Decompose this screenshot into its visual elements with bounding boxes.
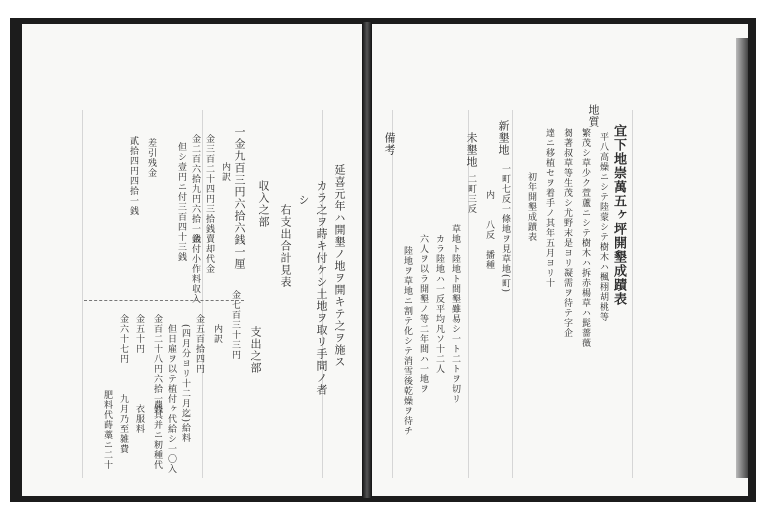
heading-soil: 地質 (587, 104, 600, 128)
expense-note-2: 但日雇ヲ以テ植付ヶ代給シ一〇入 (166, 324, 176, 474)
unreclaimed-line-2: カラ陸地ハ一反平均凡ソ十二人 (434, 234, 444, 374)
income-heading: 収入之部 (257, 180, 270, 228)
income-note-2: 金付小作料収入 (190, 234, 200, 304)
heading-unreclaimed: 未墾地 (465, 132, 478, 168)
expense-note-5: 九月乃至雑費 (118, 394, 128, 454)
subtotal-value: 貳拾四円四拾一銭 (128, 136, 138, 216)
expense-item-2: 金百二十八円六拾一銭 (152, 314, 162, 414)
heading-notes: 備考 (383, 132, 396, 156)
calc-line: 右支出合計見表 (279, 204, 292, 288)
page-edge (736, 38, 748, 478)
expense-heading: 支出之部 (249, 326, 262, 374)
income-item-2: 金二百六拾九円六拾一銭 (190, 134, 200, 244)
unreclaimed-line-1: 草地ト陸地ト間墾雖易シ一ト二トヲ切リ (450, 224, 460, 404)
new-line: 一町七反一條地ヲ見草地(町) (500, 164, 510, 294)
new-sowing: 播種 (484, 250, 494, 270)
unreclaimed-line-3: 六人ヲ以ラ開墾ノ等二年間ハ一地ヲ (418, 234, 428, 394)
expense-item-1: 金五百拾四円 (194, 314, 204, 374)
soil-line-5: 初年開墾成蹟表 (526, 172, 536, 242)
expense-item-3: 金五十円 (134, 314, 144, 354)
income-detail-label: 内訳 (220, 162, 230, 182)
expense-total: 金七百三十三円 (230, 290, 240, 360)
expense-detail-label: 内訳 (212, 324, 222, 344)
expense-remark: 肥料代蒔藁ニ二十 (102, 390, 112, 470)
book-gutter (362, 22, 372, 498)
soil-line-4: 達ニ移植セヲ着手ノ其年五月ヨリ十 (544, 128, 554, 288)
soil-line-1: 平八高燥ニシテ陸蒙シテ樹木ハ楓栩胡桃等 (598, 132, 608, 322)
income-item-3: 但シ壹円ニ付三百四十三銭 (176, 142, 186, 262)
income-item-1: 金三百二十四円三拾銭 (204, 134, 214, 234)
unreclaimed-line-4: 陸地ヲ草地ニ割テ化シテ消雪後乾燥ヲ待チ (402, 246, 412, 436)
new-eight: 八反 (484, 220, 494, 240)
section-divider (84, 300, 244, 301)
document-title: 宜下地崇萬五ヶ坪開墾成蹟表 (611, 124, 626, 306)
notes-line-1: 延喜元年ハ開墾ノ地ヲ開キテ之ヲ施ス (333, 164, 346, 368)
expense-item-4: 金六十七円 (118, 314, 128, 364)
heading-new: 新墾地 (497, 120, 510, 156)
income-total: 一金九百三円六拾六銭一厘 (233, 126, 246, 270)
notes-line-2: カラ之ヲ蒔キ付ケシ土地ヲ取リ手間ノ者 (315, 180, 328, 396)
expense-note-3: 農具并ニ籾種代 (152, 400, 162, 470)
right-page (372, 24, 748, 496)
expense-note-1: (四月分ヨリ十二月迄)給料 (180, 324, 190, 444)
income-note-1: 賣却代金 (204, 234, 214, 274)
expense-note-4: 衣服料 (134, 404, 144, 434)
subtotal-label: 差引残金 (146, 138, 156, 178)
soil-line-2: 繁茂シ草少ク萱蘆ニシテ樹木ハ拆赤楊草ハ髭薔薇 (580, 128, 590, 348)
soil-line-3: 芻著叔草等生茂シ尤野末是ヨリ凝需ヲ待テ字企 (562, 128, 572, 338)
notes-line-3: シ (297, 194, 310, 206)
unreclaimed-two: 二町三反 (466, 174, 476, 214)
new-inner: 内 (484, 190, 494, 200)
left-page (22, 24, 362, 496)
